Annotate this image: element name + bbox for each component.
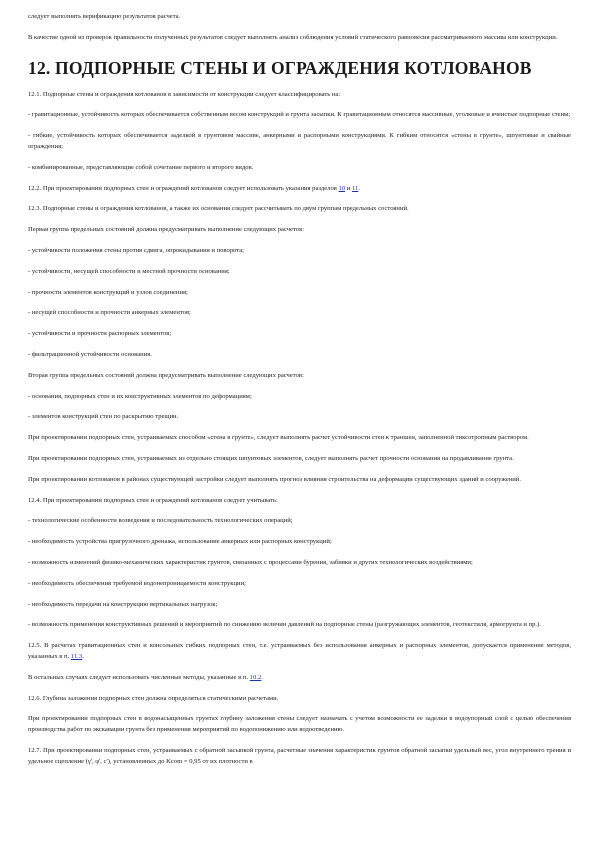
paragraph-second-group: Вторая группа предельных состояний должна предусматривать выполнение следующих расчетов: <box>28 371 304 379</box>
list-item-consider-5: - необходимость передачи на конструкцию вертикальных нагрузок; <box>28 600 218 608</box>
paragraph-12-4: 12.4. При проектировании подпорных стен и ограждений котлованов следует учитывать: <box>28 496 278 504</box>
paragraph-wall-in-ground: При проектировании подпорных стен, устраиваемых способом «стена в грунте», следует выполнять расчет устойчивости стен к траншеи, заполненной тиксотропным раствором. <box>28 434 529 442</box>
list-item-first-3: - прочности элементов конструкций и узлов соединения; <box>28 288 188 296</box>
paragraph-12-1: 12.1. Подпорные стены и ограждения котлованов в зависимости от конструкции следует классифицировать на: <box>28 90 341 98</box>
paragraph-12-6: 12.6. Глубина заложения подпорных стен должна определяться статическими расчетами. <box>28 694 279 702</box>
list-item-second-1: - основания, подпорных стен и их конструктивных элементов по деформациям; <box>28 392 252 400</box>
paragraph-free-elements: При проектировании подпорных стен, устраиваемых из отдельно стоящих шпунтовых элементов, следует выполнять расчет прочности основания на продавливание грунта. <box>28 454 514 462</box>
paragraph-dense-build: При проектировании котлованов в районах существующей застройки следует выполнять прогноз влияния строительства на деформации существующих зданий и сооружений. <box>28 475 521 483</box>
list-item-first-1: - устойчивости положения стены против сдвига, опрокидывания и поворота; <box>28 246 244 254</box>
paragraph-first-group: Первая группа предельных состояний должна предусматривать выполнение следующих расчетов: <box>28 226 305 234</box>
paragraph-12-5-text: 12.5. В расчетах гравитационных стен и консольных гибких подпорных стен, т.е. устраиваемых без использования анкерных и распорных элементов, допускается применение методов, указанных в п. <box>28 642 571 660</box>
paragraph-weak-soil: При проектировании подпорных стен в водонасыщенных грунтах глубину заложения стены следует назначать с учетом возможности ее заделки в водоупорный слой с целью обеспечения производства работ по экскавации грунта без применения мероприятий по водопонижению или водоотведению. <box>28 715 571 734</box>
paragraph-12-7: 12.7. При проектировании подпорных стен, устраиваемых с обратной засыпкой грунта, расчетные значения характеристик грунтов обратной засыпки удельный вес, угол внутреннего трения и удельное сцепление (γ', φ', c'), установленных до Kcom = 0,95 от их плотности в <box>28 746 571 765</box>
paragraph-12-2-end: . <box>358 184 360 192</box>
link-clause-10-2[interactable]: 10.2 <box>249 673 262 681</box>
list-item-consider-2: - необходимость устройства пригрузочного дренажа, использование анкерных или распорных конструкций; <box>28 538 332 546</box>
list-item-consider-4: - необходимость обеспечения требуемой водонепроницаемости конструкции; <box>28 579 246 587</box>
paragraph-other-cases-end: . <box>261 673 263 681</box>
list-item-first-5: - устойчивости и прочности распорных элементов; <box>28 330 172 338</box>
paragraph-12-2 <box>28 184 571 195</box>
paragraph-other-cases-text: В остальных случаях следует использовать численные методы, указанные в п. <box>28 673 250 681</box>
paragraph-12-2-text: 12.2. При проектировании подпорных стен и ограждений котлованов следует использовать указания разделов <box>28 184 339 192</box>
list-item-flexible: - гибкие, устойчивость которых обеспечивается заделкой в грунтовом массиве, анкерными и распорными конструкциями. К гибким относятся «стены в грунте», шпунтовые и свайные ограждения; <box>28 132 571 150</box>
list-item-first-2: - устойчивости, несущей способности и местной прочности основания; <box>28 267 230 275</box>
paragraph-12-5 <box>28 641 571 663</box>
list-item-first-6: - фильтрационной устойчивости основания. <box>28 350 152 358</box>
list-item-gravitational: - гравитационные, устойчивость которых обеспечивается собственным весом конструкций и грунта засыпки. К гравитационным относятся массивные, уголковые и ячеистые подпорные стены; <box>28 111 571 119</box>
paragraph-intro-2: В качестве одной из проверок правильности полученных результатов следует выполнять анализ соблюдения условий статического равновесия рассматриваемого массива или конструкции. <box>28 33 558 41</box>
list-item-consider-1: - технологические особенности возведения и последовательность технологических операций; <box>28 517 293 525</box>
link-section-10[interactable]: 10 <box>338 184 346 192</box>
list-item-combined: - комбинированные, представляющие собой сочетание первого и второго видов. <box>28 163 254 171</box>
section-heading: 12. ПОДПОРНЫЕ СТЕНЫ И ОГРАЖДЕНИЯ КОТЛОВАНОВ <box>28 57 532 78</box>
paragraph-intro-1: следует выполнять верификацию результатов расчета. <box>28 13 181 20</box>
list-item-consider-6: - возможность применения конструктивных решений и мероприятий по снижению величин давлений на подпорные стены (разгружающих элементов, геотекстиля, армогрунта и пр.). <box>28 621 541 629</box>
paragraph-12-5-end: . <box>82 652 84 660</box>
link-section-11[interactable]: 11 <box>351 184 359 192</box>
list-item-second-2: - элементов конструкций стен по раскрытию трещин. <box>28 413 179 421</box>
paragraph-12-3: 12.3. Подпорные стены и ограждения котлованов, а также их основания следует рассчитывать по двум группам предельных состояний. <box>28 205 409 213</box>
list-item-first-4: - несущей способности и прочности анкерных элементов; <box>28 309 191 317</box>
list-item-consider-3: - возможность изменений физико-механических характеристик грунтов, связанных с процессами бурения, забивки и других технологических воздействиями; <box>28 558 473 566</box>
paragraph-other-cases <box>28 673 571 684</box>
paragraph-12-2-and: и <box>345 184 352 192</box>
link-clause-11-3[interactable]: 11.3 <box>70 652 83 660</box>
